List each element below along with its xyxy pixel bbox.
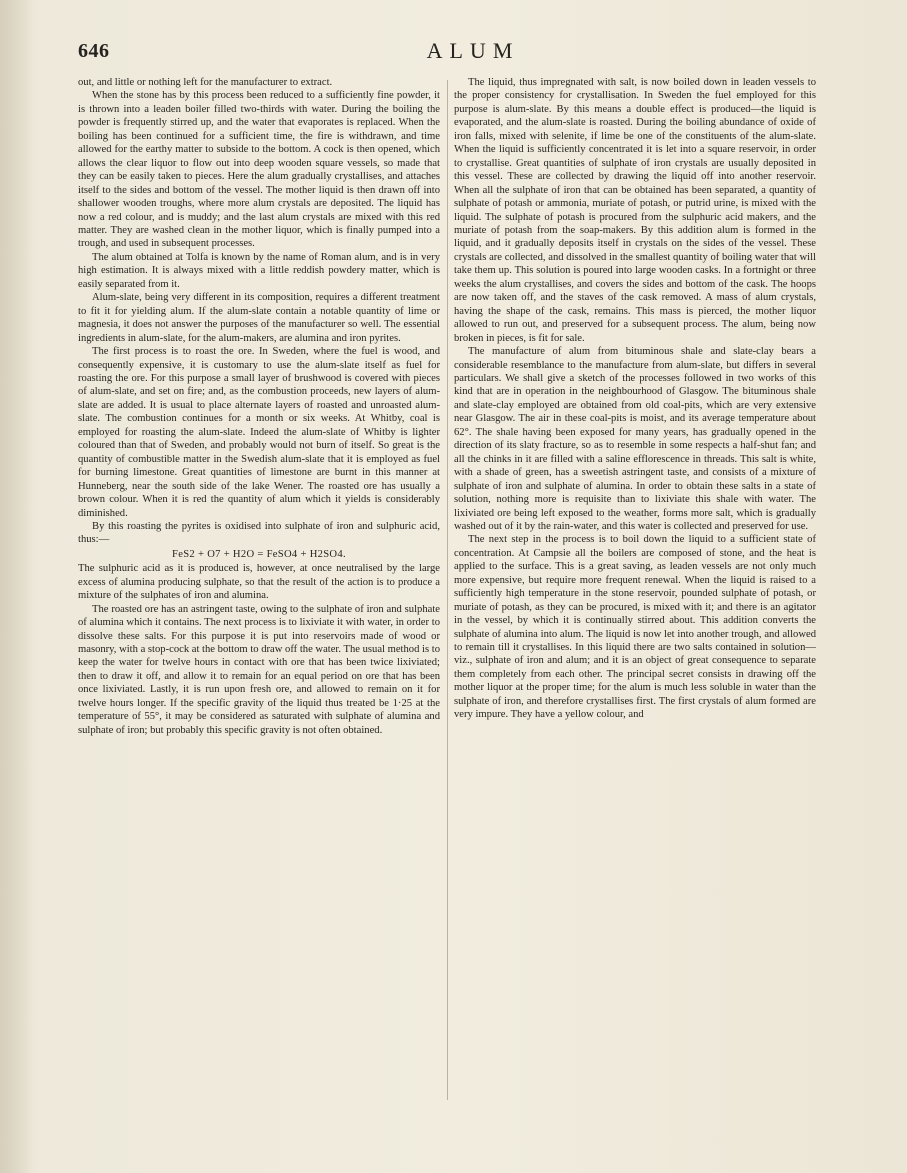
column-divider xyxy=(447,80,448,1100)
paragraph: The next step in the process is to boil down the liquid to a sufficient state of concentration. At Campsie all the boilers are composed of stone, and the heat is applied to the surface. This is a great saving, as leaden vessels are not only much more expensive, but require more frequent renewal. When the liquid is raised to a sufficiently high temperature in the stone reservoir, pounded sulphate of potash, or muriate of potash, as they can be procured, is mixed with it; and there is an agitator in the vessel, by which it is continually stirred about. This addition converts the sulphate of alumina into alum. The liquid is now let into another trough, and allowed to remain till it crystallises. In this liquid there are two salts contained in solution—viz., sulphate of iron and alum; and it is an object of great consequence to separate them completely from each other. The principal secret consists in drawing off the mother liquor at the proper time; for the alum is much less soluble in water than the sulphate of iron, and therefore crystallises first. The first crystals of alum formed are very impure. They have a yellow colour, and xyxy=(454,534,816,721)
running-head: ALUM xyxy=(426,38,520,63)
paragraph: The alum obtained at Tolfa is known by the name of Roman alum, and is in very high estimation. It is always mixed with a little reddish powdery matter, which is easily separated from it. xyxy=(78,251,440,290)
paragraph: out, and little or nothing left for the manufacturer to extract. xyxy=(78,77,333,88)
paragraph: The roasted ore has an astringent taste, owing to the sulphate of iron and sulphate of alumina which it contains. The next process is to lixiviate it with water, in order to dissolve these salts. For this purpose it is put into reservoirs made of wood or masonry, with a stop-cock at the bottom to draw off the water. The usual method is to keep the water for twelve hours in contact with ore that has been twice lixiviated; then to draw it off, and allow it to remain for an equal period on ore that has been once lixiviated. Lastly, it is run upon fresh ore, and allowed to remain on it for twelve hours longer. If the specific gravity of the liquid thus treated be 1·25 at the temperature of 55°, it may be considered as saturated with sulphate of alumina and sulphate of iron; but probably this specific gravity is not often obtained. xyxy=(78,603,440,736)
paragraph: The manufacture of alum from bituminous shale and slate-clay bears a considerable resemblance to the manufacture from alum-slate, but differs in several particulars. We shall give a sketch of the processes followed in two works of this kind that are in operation in the neighbourhood of Glasgow. The bituminous shale and slate-clay employed are obtained from old coal-pits, which are very extensive near Glasgow. The air in these coal-pits is moist, and its average temperature about 62°. The shale having been exposed for many years, has gradually opened in the direction of its slaty fracture, so as to resemble in some respects a half-shut fan; and all the chinks in it are filled with a saline efflorescence in threads. This salt is white, with a shade of green, has a sweetish astringent taste, and consists of a mixture of sulphate of iron and sulphate of alumina. In order to obtain these salts in a state of solution, nothing more is requisite than to lixiviate this shale with water. The lixiviated ore being left exposed to the weather, forms more salt, which is gradually washed out of it by the rain-water, and this water is collected and preserved for use. xyxy=(454,346,816,532)
paragraph: When the stone has by this process been reduced to a sufficiently fine powder, it is thrown into a leaden boiler filled two-thirds with water. During the boiling the powder is frequently stirred up, and the water that evaporates is replaced. When the boiling has been continued for a sufficient time, the fire is withdrawn, and time allowed for the earthy matter to subside to the bottom. A cock is then opened, which allows the clear liquor to flow out into deep wooden square vessels, so made that they can be easily taken to pieces. Here the alum gradually crystallises, and attaches itself to the sides and bottom of the vessel. The mother liquid is then drawn off into shallower wooden troughs, where more alum crystals are deposited. The liquid has now a red colour, and is muddy; and the last alum crystals are mixed with this red matter. They are washed clean in the mother liquor, which is finally pumped into a trough, and used in subsequent processes. xyxy=(78,90,440,250)
right-column xyxy=(454,76,816,722)
left-column xyxy=(78,76,440,737)
page-number: 646 xyxy=(78,40,110,62)
paragraph: The sulphuric acid as it is produced is, however, at once neutralised by the large excess of alumina producing sulphate, so that the result of the action is to produce a mixture of the sulphates of iron and alumina. xyxy=(78,563,440,602)
page-binding-shadow xyxy=(0,0,32,1173)
paragraph: Alum-slate, being very different in its composition, requires a different treatment to fit it for yielding alum. If the alum-slate contain a notable quantity of lime or magnesia, it does not answer the purposes of the manufacturer so well. The essential ingredients in alum-slate, for the alum-makers, are alumina and iron pyrites. xyxy=(78,292,440,344)
paragraph: The first process is to roast the ore. In Sweden, where the fuel is wood, and consequently expensive, it is customary to use the alum-slate itself as fuel for roasting the ore. For this purpose a small layer of brushwood is covered with pieces of alum-slate, and set on fire; and, as the combustion proceeds, new layers of alum-slate are added. It is usual to place alternate layers of roasted and unroasted alum-slate. The combustion continues for a month or six weeks. At Whitby, coal is employed for roasting the alum-slate. Indeed the alum-slate of Whitby is lighter coloured than that of Sweden, and probably would not burn of itself. So great is the quantity of combustible matter in the Swedish alum-slate that it is employed as fuel for burning limestone. Great quantities of limestone are burnt in this manner at Hunneberg, near the south side of the lake Wener. The roasted ore has usually a brown colour. When it is red the quantity of alum which it yields is considerably diminished. xyxy=(78,346,440,519)
paragraph: By this roasting the pyrites is oxidised into sulphate of iron and sulphuric acid, thus:— xyxy=(78,520,440,546)
chemical-equation: FeS2 + O7 + H2O = FeSO4 + H2SO4. xyxy=(172,548,346,560)
paragraph: The liquid, thus impregnated with salt, is now boiled down in leaden vessels to the proper consistency for crystallisation. In Sweden the fuel employed for this purpose is alum-slate. By this means a double effect is produced—the liquid is evaporated, and the alum-slate is roasted. During the boiling abundance of oxide of iron falls, mixed with selenite, if lime be one of the constituents of the alum-slate. When the liquid is sufficiently concentrated it is let into a square reservoir, in order to crystallise. Great quantities of sulphate of iron crystals are usually deposited in this vessel. These are collected by drawing the liquid off into another reservoir. When all the sulphate of iron that can be obtained has been separated, a quantity of sulphate of potash or ammonia, muriate of potash, or putrid urine, is mixed with the liquid. The sulphate of potash is procured from the sulphuric acid makers, and the muriate of potash from the soap-makers. By this addition alum is formed in the liquid, and it gradually deposits itself in crystals on the sides of the vessel. These crystals are collected, and dissolved in the smallest quantity of boiling water that will take them up. This solution is poured into large wooden casks. In a fortnight or three weeks the alum crystallises, and covers the sides and bottom of the cask. The hoops are now taken off, and the staves of the cask removed. A mass of alum crystals, having the shape of the cask, remains. This mass is pierced, the mother liquor allowed to run out, and preserved for a subsequent process. The alum, being now broken in pieces, is fit for sale. xyxy=(454,77,816,344)
page-header xyxy=(78,38,868,68)
